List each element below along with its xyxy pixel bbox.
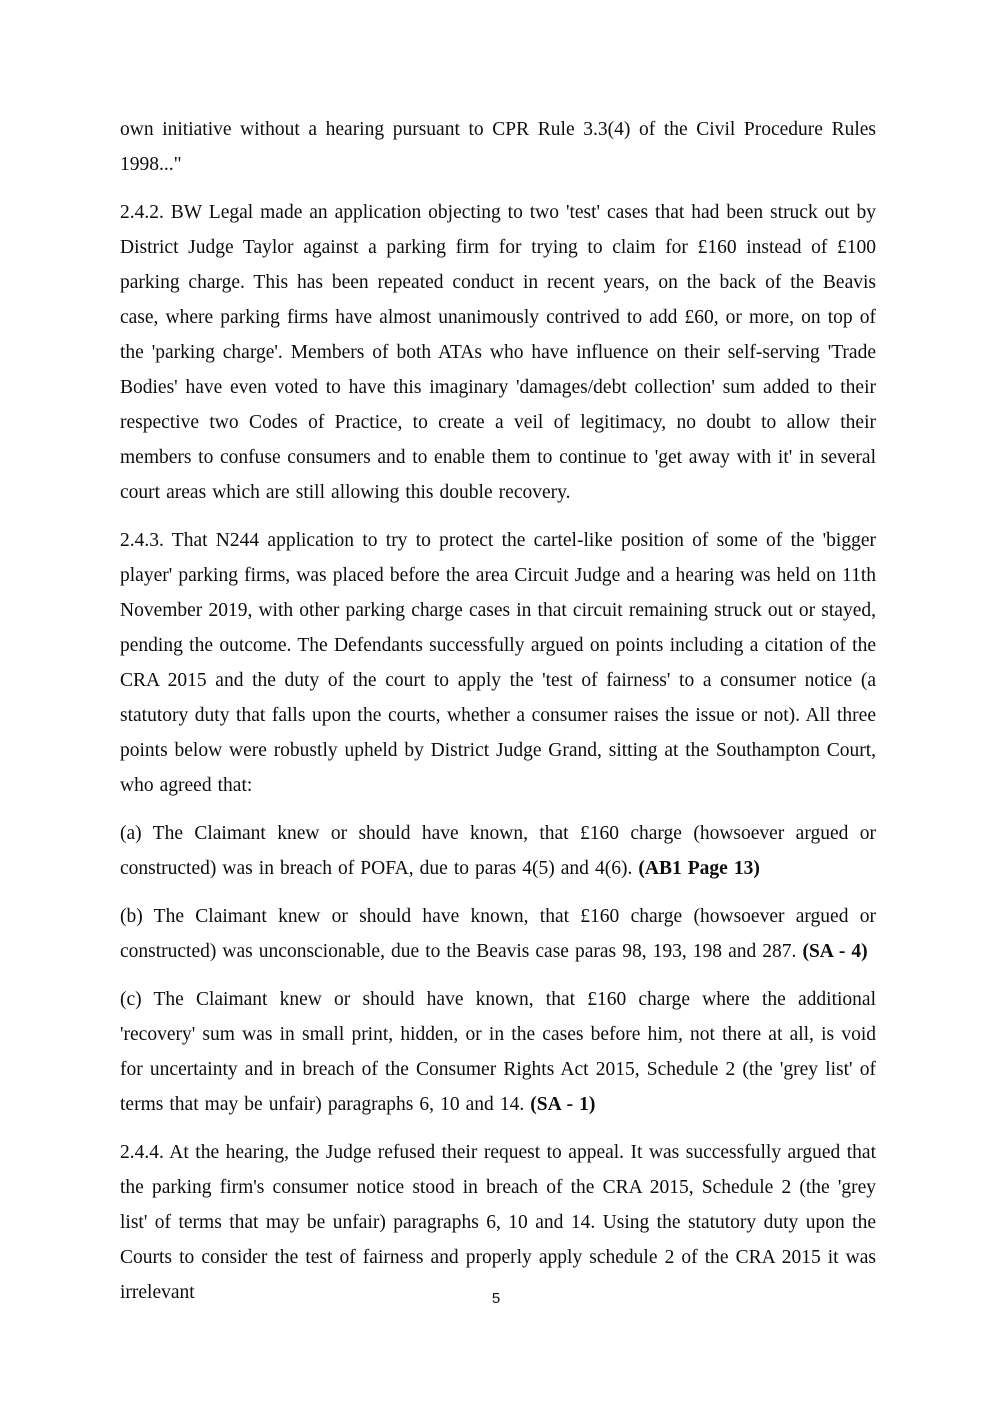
paragraph-text: (a) The Claimant knew or should have known, that £160 charge (howsoever argued or constructed) was in breach of POFA, due to paras 4(5) and 4(6). <box>120 823 876 879</box>
exhibit-ref-ab1-page-13: (AB1 Page 13) <box>638 858 760 879</box>
paragraph-text: (c) The Claimant knew or should have known, that £160 charge where the additional 'recovery' sum was in small print, hidden, or in the cases before him, not there at all, is void for uncertainty and in breach of the Consumer Rights Act 2015, Schedule 2 (the 'grey list' of terms that may be unfair) paragraphs 6, 10 and 14. <box>120 989 876 1115</box>
paragraph-text: (b) The Claimant knew or should have known, that £160 charge (howsoever argued or constructed) was unconscionable, due to the Beavis case paras 98, 193, 198 and 287. <box>120 906 876 962</box>
paragraph-text: 2.4.2. BW Legal made an application objecting to two 'test' cases that had been struck out by District Judge Taylor against a parking firm for trying to claim for £160 instead of £100 parking charge. This has been repeated conduct in recent years, on the back of the Beavis case, where parking firms have almost unanimously contrived to add £60, or more, on top of the 'parking charge'. Members of both ATAs who have influence on their self-serving 'Trade Bodies' have even voted to have this imaginary 'damages/debt collection' sum added to their respective two Codes of Practice, to create a veil of legitimacy, no doubt to allow their members to confuse consumers and to enable them to continue to 'get away with it' in several court areas which are still allowing this double recovery. <box>120 202 876 503</box>
paragraph-point-c <box>120 982 876 1122</box>
paragraph-text: 2.4.3. That N244 application to try to protect the cartel-like position of some of the 'bigger player' parking firms, was placed before the area Circuit Judge and a hearing was held on 11th November 2019, with other parking charge cases in that circuit remaining struck out or stayed, pending the outcome. The Defendants successfully argued on points including a citation of the CRA 2015 and the duty of the court to apply the 'test of fairness' to a consumer notice (a statutory duty that falls upon the courts, whether a consumer raises the issue or not). All three points below were robustly upheld by District Judge Grand, sitting at the Southampton Court, who agreed that: <box>120 530 876 796</box>
paragraph-2-4-3 <box>120 523 876 803</box>
exhibit-ref-sa-4: (SA - 4) <box>802 941 868 962</box>
paragraph-2-4-2 <box>120 195 876 510</box>
document-body <box>120 112 876 1323</box>
paragraph-text: own initiative without a hearing pursuant to CPR Rule 3.3(4) of the Civil Procedure Rules 1998..." <box>120 119 876 175</box>
page-footer <box>0 1290 992 1307</box>
paragraph-2-4-4 <box>120 1135 876 1310</box>
exhibit-ref-sa-1: (SA - 1) <box>530 1094 596 1115</box>
paragraph-point-a <box>120 816 876 886</box>
page-number: 5 <box>491 1290 501 1307</box>
paragraph-point-b <box>120 899 876 969</box>
paragraph-quote-continuation <box>120 112 876 182</box>
paragraph-text: 2.4.4. At the hearing, the Judge refused their request to appeal. It was successfully argued that the parking firm's consumer notice stood in breach of the CRA 2015, Schedule 2 (the 'grey list' of terms that may be unfair) paragraphs 6, 10 and 14. Using the statutory duty upon the Courts to consider the test of fairness and properly apply schedule 2 of the CRA 2015 it was irrelevant <box>120 1142 876 1303</box>
